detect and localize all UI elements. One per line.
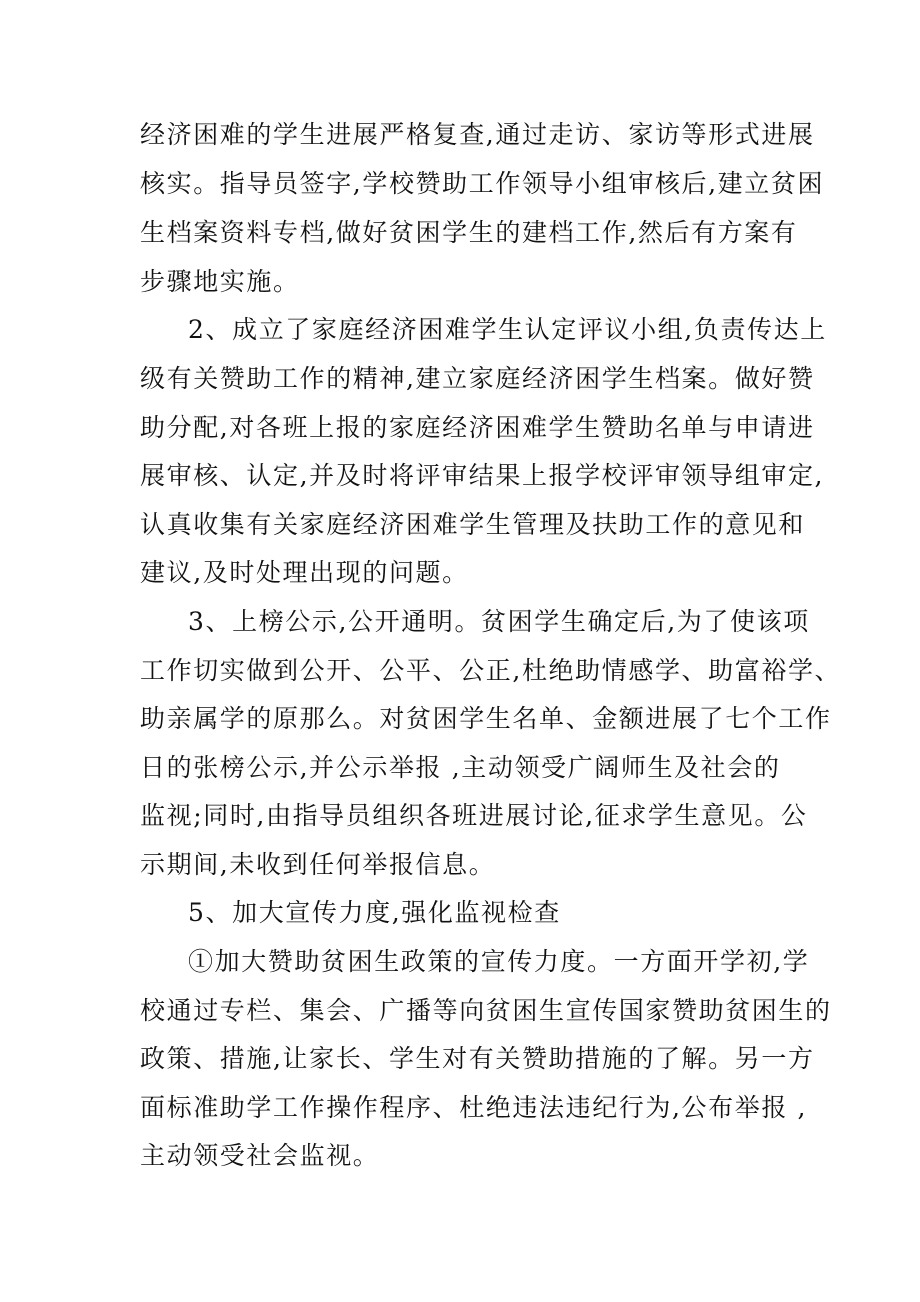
text-line: 生档案资料专档,做好贫困学生的建档工作,然后有方案有 bbox=[140, 218, 798, 247]
text-line: 核实。指导员签字,学校赞助工作领导小组审核后,建立贫困 bbox=[140, 169, 825, 198]
text-line: 建议,及时处理出现的问题。 bbox=[140, 558, 469, 587]
text-line: 工作切实做到公开、公平、公正,杜绝助情感学、助富裕学、 bbox=[140, 656, 842, 685]
text-line: 经济困难的学生进展严格复查,通过走访、家访等形式进展 bbox=[140, 120, 815, 149]
text-line: 认真收集有关家庭经济困难学生管理及扶助工作的意见和 bbox=[140, 510, 806, 539]
text-line: 助亲属学的原那么。对贫困学生名单、金额进展了七个工作 bbox=[140, 704, 832, 733]
section-5-heading: 5、加大宣传力度,强化监视检查 bbox=[188, 898, 561, 927]
text-line: 展审核、认定,并及时将评审结果上报学校评审领导组审定, bbox=[140, 461, 825, 490]
paragraph-3-first-line: 3、上榜公示,公开通明。贫困学生确定后,为了使该项 bbox=[188, 607, 810, 636]
text-line: 校通过专栏、集会、广播等向贫困生宣传国家赞助贫困生的 bbox=[140, 996, 832, 1025]
text-line: 主动领受社会监视。 bbox=[140, 1141, 380, 1170]
text-line: 政策、措施,让家长、学生对有关赞助措施的了解。另一方 bbox=[140, 1044, 815, 1073]
text-line: 级有关赞助工作的精神,建立家庭经济困学生档案。做好赞 bbox=[140, 364, 815, 393]
text-line: 步骤地实施。 bbox=[140, 267, 300, 296]
paragraph-5-1-first-line: ①加大赞助贫困生政策的宣传力度。一方面开学初,学 bbox=[188, 947, 810, 976]
text-line: 监视;同时,由指导员组织各班进展讨论,征求学生意见。公 bbox=[140, 801, 808, 830]
paragraph-2-first-line: 2、成立了家庭经济困难学生认定评议小组,负责传达上 bbox=[188, 315, 827, 344]
text-line: 日的张榜公示,并公示举报 ,主动领受广阔师生及社会的 bbox=[140, 753, 781, 782]
text-line: 面标准助学工作操作程序、杜绝违法违纪行为,公布举报 , bbox=[140, 1093, 808, 1122]
text-line: 助分配,对各班上报的家庭经济困难学生赞助名单与申请进 bbox=[140, 413, 815, 442]
text-line: 示期间,未收到任何举报信息。 bbox=[140, 850, 496, 879]
